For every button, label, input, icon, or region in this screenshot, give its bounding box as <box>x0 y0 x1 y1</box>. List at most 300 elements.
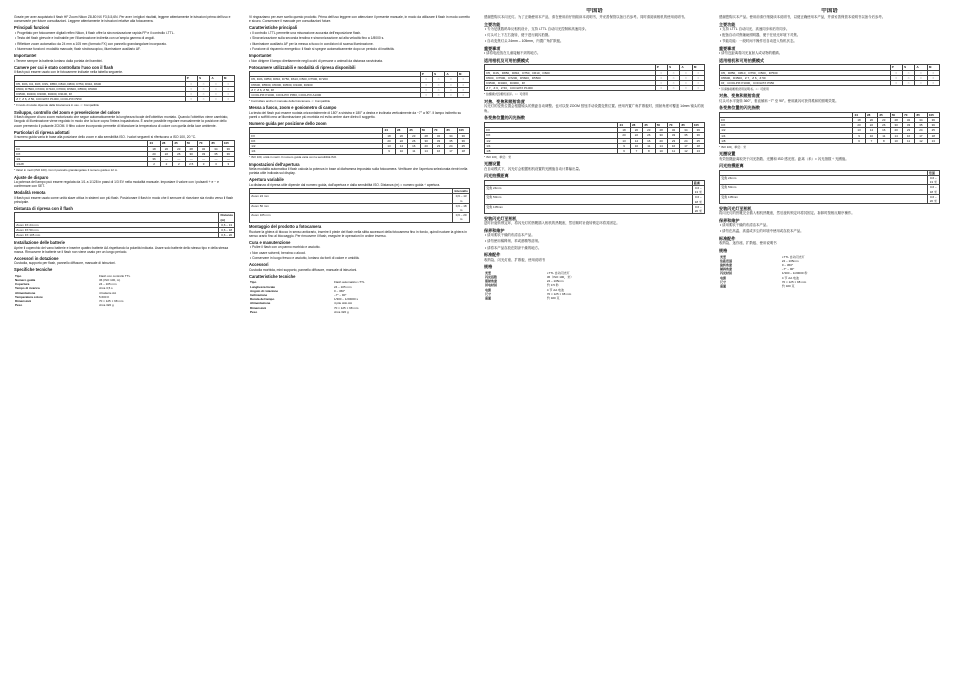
spec-table <box>484 271 705 300</box>
data-table <box>719 170 940 204</box>
table-cell: FX <box>720 118 853 123</box>
table-cell: ○ <box>197 92 209 97</box>
table-cell: — <box>185 156 197 161</box>
paragraph: Il flash dispone di uno zoom motorizzato che segue automaticamente la lunghezza focale dell'obiettivo montato. Quando l'obiettivo viene cambiato, l'angolo di illuminazione viene regolato in modo che la luce copra l'intera inquadratura. È anche possibile regolare manualmente la posizione dello zoom premendo il pulsante ZOOM. Il filtro colore incorporato permette di bilanciare la temperatura di colore con quella della luce ambiente. <box>14 114 229 128</box>
spec-key: 重量 <box>720 283 727 288</box>
table-cell: ○ <box>222 86 234 91</box>
table-cell: ○ <box>655 86 667 91</box>
table-cell: 33 <box>902 123 914 128</box>
section-heading: 重要事项 <box>484 45 501 51</box>
table-cell: ○ <box>902 70 914 75</box>
table-cell: 11 <box>902 138 914 143</box>
table-cell: 17 <box>445 149 457 154</box>
table-cell: 0,6 – 18 <box>219 228 235 233</box>
table-cell: 1/4 <box>720 133 853 138</box>
table-cell: 30 <box>890 123 902 128</box>
section-heading: Ajuste de disparo <box>14 174 49 180</box>
table-cell: 36 <box>457 133 469 138</box>
spec-value: 约 320 克 <box>546 295 560 300</box>
header-spacer <box>14 8 235 15</box>
table-cell: 36 <box>148 156 160 161</box>
data-table <box>249 71 470 98</box>
table-cell: ○ <box>680 80 692 85</box>
table-cell: 26 <box>643 133 655 138</box>
spec-value: 24 – 105 mm <box>98 282 117 287</box>
table-cell: 22 <box>865 123 877 128</box>
table-cell: 6 <box>853 138 865 143</box>
table-header-cell: 范围 <box>927 170 939 175</box>
table-cell: 17 <box>680 143 692 148</box>
table-cell: ○ <box>197 97 209 102</box>
table-cell: 26 <box>408 138 420 143</box>
table-cell: D5600、D3500、Z 7、Z 6、Z 50 <box>720 75 891 80</box>
table-header-cell: 105 <box>457 128 469 133</box>
section-heading: Importante! <box>249 53 272 59</box>
table-cell: ○ <box>655 75 667 80</box>
bullet-item: • 自动变焦灯头 24mm – 105mm，内置广角扩散板。 <box>485 39 564 44</box>
table-cell: D5、D850、D810、D750、D500、D7500 <box>720 70 891 75</box>
spec-key: Tipo <box>250 280 257 285</box>
section-heading: Messa a fuoco, zoom e goniometro di campo <box>249 105 337 111</box>
table-cell: 36 <box>692 133 704 138</box>
table-cell: ○ <box>692 80 704 85</box>
table-cell: D5, D4S, D4, D3X, D3S, D850, D810, D800, D750, D610, D600 <box>15 81 186 86</box>
table-cell: 13 <box>853 128 865 133</box>
section-heading: 规格 <box>484 264 493 270</box>
table-cell: 变焦 105mm <box>485 204 693 213</box>
spec-key: 尺寸 <box>720 279 727 284</box>
spec-value: 36 (ISO 100, m) <box>98 278 121 283</box>
spec-value: 4 batterie AA <box>98 290 117 295</box>
table-cell: ○ <box>210 92 222 97</box>
table-row <box>720 80 940 85</box>
table-cell: 23 <box>902 128 914 133</box>
table-row <box>485 204 705 213</box>
paragraph: 收纳袋、迷你座、扩散板、使用说明书 <box>719 241 777 246</box>
data-table <box>249 188 470 222</box>
table-cell: 36 <box>457 138 469 143</box>
table-cell: 13 <box>692 148 704 153</box>
spec-key: 照射角度 <box>485 279 498 284</box>
table-cell: 变焦 50mm <box>720 185 928 194</box>
table-cell: 20 <box>618 133 630 138</box>
table-cell: 36 <box>692 128 704 133</box>
section-heading: Camere per cui è stato controllato l'uso con il flash <box>14 64 114 70</box>
table-cell: 1/128 <box>15 162 148 167</box>
table-cell: 8 <box>643 148 655 153</box>
table-cell: ○ <box>445 82 457 87</box>
table-header-cell: 50 <box>890 112 902 117</box>
data-table <box>14 140 235 167</box>
bullet-item: • 灯头可上下左右旋转，便于进行跳闪拍摄。 <box>485 33 552 38</box>
table-cell: — <box>222 156 234 161</box>
table-cell: 1/8 <box>485 148 618 153</box>
spec-value: 70 × 125 × 98 mm <box>781 279 807 284</box>
table-cell: 10 <box>865 133 877 138</box>
section-heading: 主要功能 <box>484 21 501 27</box>
spec-value: 0 – 360° <box>781 262 794 267</box>
table-cell: ○ <box>457 92 469 97</box>
table-cell: 30 <box>655 133 667 138</box>
spec-row <box>719 284 940 288</box>
table-cell: ○ <box>185 81 197 86</box>
spec-key: Numero guida <box>15 278 36 283</box>
table-cell: 36 <box>927 123 939 128</box>
table-cell: 0.6 – 18 米 <box>692 195 704 204</box>
section-heading: 保养和维护 <box>484 228 505 234</box>
table-cell: D3500, D3400, D3300, D3200, D3100, Df <box>15 92 186 97</box>
table-cell: ○ <box>210 86 222 91</box>
spec-key: Copertura <box>15 282 30 287</box>
table-cell: 10 <box>655 148 667 153</box>
data-table <box>719 64 940 86</box>
table-cell: 6 <box>618 148 630 153</box>
table-header-cell: 35 <box>643 122 655 127</box>
table-cell: 16 <box>667 143 679 148</box>
bullet-item: • Non usare solventi, benzina o alcool. <box>250 250 306 255</box>
table-cell: Z 7, Z 6, Z 50, COOLPIX P1000, COOLPIX P950 <box>15 97 186 102</box>
table-cell: Zoom FX 50 mm <box>15 228 219 233</box>
section-heading: 闪光拍摄距离 <box>484 173 509 179</box>
table-header-cell: M <box>692 65 704 70</box>
table-cell: Zoom 50 mm <box>250 203 453 212</box>
table-header-cell: A <box>445 72 457 77</box>
table-cell: 14 <box>655 143 667 148</box>
table-cell: ○ <box>692 75 704 80</box>
table-cell: 23 <box>878 118 890 123</box>
spec-value: 24 – 105mm <box>546 279 564 284</box>
section-heading: 适用相机和可用拍摄模式 <box>719 57 765 63</box>
table-row <box>15 97 235 102</box>
table-cell: 14 <box>865 128 877 133</box>
section-heading: Distanza di ripresa con il flash <box>14 205 73 211</box>
table-cell: 34 <box>915 118 927 123</box>
spec-value: 4 节 AA 电池 <box>546 287 564 292</box>
table-row <box>485 148 705 153</box>
section-heading: Modalità remota <box>14 190 46 196</box>
table-cell: 0.6 – 13 米 <box>692 186 704 195</box>
table-cell: D5, D4S, D850, D810, D750, D610, D500, D7500, D7200 <box>250 77 421 82</box>
table-cell: 10 <box>890 138 902 143</box>
table-cell: ○ <box>445 77 457 82</box>
table-header-cell: 105 <box>927 112 939 117</box>
text-column <box>14 8 235 669</box>
table-header-cell: 70 <box>902 112 914 117</box>
table-cell: 25 <box>457 144 469 149</box>
table-cell: 0,6 – 20 m <box>453 213 470 222</box>
table-cell: ○ <box>890 80 902 85</box>
table-cell: ○ <box>915 75 927 80</box>
section-heading: Montaggio del prodotto a fotocamera <box>249 224 322 230</box>
table-cell: DX <box>485 133 618 138</box>
section-heading: 适用相机及可用拍摄模式 <box>484 57 530 63</box>
table-cell: 33 <box>432 138 444 143</box>
table-header-cell <box>15 213 219 222</box>
table-row <box>250 213 470 222</box>
table-header-cell: 70 <box>197 141 209 146</box>
table-cell: ○ <box>457 82 469 87</box>
bullet-item: • Sincronizzazione sulla seconda tendina e sincronizzazione ad alta velocità fino a 1/8000 s. <box>250 36 385 41</box>
table-cell: 14 <box>890 133 902 138</box>
bullet-item: • Illuminatore ausiliario AF per la messa a fuoco in condizioni di scarsa illuminazione. <box>250 41 374 46</box>
section-heading: Specifiche tecniche <box>14 267 53 273</box>
spec-value: 0 – 360° <box>333 288 346 293</box>
bullet-item: • 请勿在高温、高湿或多尘的环境中使用或存放本产品。 <box>720 229 804 234</box>
table-cell: 18 <box>927 133 939 138</box>
spec-value: 约 320 克 <box>781 283 795 288</box>
table-cell: 23 <box>667 138 679 143</box>
table-footnote: * ISO 100，单位：米 <box>484 154 511 159</box>
spec-key: Tipo <box>15 273 22 278</box>
table-footnote: * Il modo di scatto dipende dalla fotocamera in uso. ○: Compatibile <box>14 103 99 108</box>
table-header-cell: 85 <box>915 112 927 117</box>
table-cell: ○ <box>197 86 209 91</box>
table-cell: 32 <box>432 133 444 138</box>
section-heading: 各变焦位置的闪光指数 <box>719 105 760 111</box>
table-row <box>250 92 470 97</box>
paragraph: 感谢您购买本产品。使用前请仔细阅读本说明书，以便正确使用本产品，并请妥善保管本说明书以备今后参考。 <box>719 15 886 19</box>
table-cell: ○ <box>197 81 209 86</box>
table-row <box>250 149 470 154</box>
table-header-cell: Distanza (m) <box>220 213 233 222</box>
table-cell: — <box>197 156 209 161</box>
table-cell: 28 <box>420 133 432 138</box>
table-cell: ○ <box>927 80 939 85</box>
table-cell: 2 <box>173 162 185 167</box>
table-cell: 36 <box>222 151 234 156</box>
table-cell: 16 <box>878 128 890 133</box>
paragraph: La potenza del lampo può essere regolata da 1/1 a 1/128 in passi di 1/3 EV nella modalità manuale. Impostare il valore con i pulsanti + e − e confermare con SET. <box>14 179 219 189</box>
bullet-item: • 配备自动对焦辅助照明器，便于在低光环境下对焦。 <box>720 33 801 38</box>
paragraph: • 请将电池放在儿童接触不到的地方。 <box>484 51 541 56</box>
section-heading: 保养和维护 <box>719 217 740 223</box>
table-cell: ○ <box>680 75 692 80</box>
paragraph: 在自动模式下，闪光灯会根据相机设置的光圈值自动计算输出量。 <box>484 166 583 171</box>
table-cell: 13 <box>383 144 395 149</box>
bullet-item: • Progettato per fotocamere digitali reflex Nikon, il flash offre la sincronizzazione rapida FP e il controllo i-TTL. <box>15 30 175 35</box>
table-cell: ○ <box>667 75 679 80</box>
table-cell: 13 <box>618 138 630 143</box>
bullet-item: • 请将本产品存放在阴凉干燥的地方。 <box>485 245 542 250</box>
spec-key: 重量 <box>485 295 492 300</box>
section-heading: Impostazioni dell'apertura <box>249 161 300 167</box>
paragraph: Il flash può essere usato come unità slave ottica in sistemi con più flash. Posizionare il flash in modo che il sensore di ricezione sia rivolto verso il flash principale. <box>14 195 234 204</box>
data-table <box>14 212 235 238</box>
table-cell: D5、D4S、D850、D810、D750、D610、D600 <box>485 70 656 75</box>
table-cell: DX <box>15 151 148 156</box>
bullet-item: • Testa del flash girevole e inclinabile per l'illuminazione indiretta con un'ampia gamma di angoli. <box>15 36 155 41</box>
table-header-cell: 28 <box>630 122 642 127</box>
table-cell: 2 <box>148 162 160 167</box>
table-header-cell: 距离 <box>692 180 704 185</box>
table-cell: ○ <box>420 92 432 97</box>
paragraph: Ruotare la ghiera di blocco in senso antiorario, inserire il piede del flash nella slitta accessori della fotocamera fino in fondo, quindi ruotare la ghiera in senso orario fino al bloccaggio. Per rimuovere il flash, eseguire le operazioni in ordine inverso. <box>249 229 467 238</box>
table-cell: 1/2 <box>485 138 618 143</box>
spec-table <box>719 255 940 289</box>
paragraph: • Non dirigere il lampo direttamente negli occhi di persone o animali da distanza ravvicinata. <box>249 58 383 63</box>
table-header-cell: A <box>210 76 222 81</box>
table-cell: 1/4 <box>250 149 383 154</box>
table-header-cell: 28 <box>160 141 172 146</box>
table-cell: 1/2 <box>720 128 853 133</box>
table-cell: Df、COOLPIX P1000、COOLPIX P950 <box>720 80 891 85</box>
bullet-item: • Conservare in luogo fresco e asciutto, lontano da fonti di calore e umidità. <box>250 256 360 261</box>
table-cell: ○ <box>420 87 432 92</box>
table-cell: 0.6 – 18 米 <box>927 185 939 194</box>
table-footnote: * 另请参阅相机使用说明书。○：可使用 <box>719 86 769 91</box>
table-cell: ○ <box>667 70 679 75</box>
table-cell: 18 <box>383 133 395 138</box>
table-cell: ○ <box>915 70 927 75</box>
table-header-cell: 70 <box>667 122 679 127</box>
data-table <box>249 127 470 154</box>
section-heading: 规格 <box>719 248 728 254</box>
spec-key: 倾斜角度 <box>720 267 733 272</box>
spec-key: Peso <box>250 309 258 314</box>
table-cell: 34 <box>445 133 457 138</box>
section-heading: Caratteristiche tecniche <box>249 273 296 279</box>
table-cell: ○ <box>890 70 902 75</box>
table-header-cell: 85 <box>680 122 692 127</box>
table-cell: ○ <box>445 87 457 92</box>
table-cell: ○ <box>692 86 704 91</box>
table-row <box>720 194 940 203</box>
table-header-cell: 24 <box>383 128 395 133</box>
table-footnote: * ISO 100, unità in metri. Il numero guida varia con la sensibilità ISO. <box>249 155 337 160</box>
table-cell: 2 <box>160 162 172 167</box>
spec-value: 4 节 AA 电池 <box>781 275 799 280</box>
table-cell: 16 <box>432 149 444 154</box>
table-cell: ○ <box>667 80 679 85</box>
table-cell: 18 <box>148 146 160 151</box>
table-cell: ○ <box>902 80 914 85</box>
table-cell: 7 <box>630 148 642 153</box>
paragraph: La distanza di ripresa utile dipende dal numero guida, dall'apertura e dalla sensibilità ISO. Distanza (m) = numero guida ÷ apertura. <box>249 182 441 187</box>
table-cell: 3 <box>197 162 209 167</box>
section-heading: Sviluppo, controllo del zoom e preselezione del colore <box>14 109 120 115</box>
table-cell: 11 <box>408 149 420 154</box>
table-cell: 20 <box>395 133 407 138</box>
paragraph: • 请勿近距离将闪光直射人或动物的眼睛。 <box>719 51 783 56</box>
table-cell: 26 <box>173 151 185 156</box>
section-heading: Fotocamere utilizzabili e modalità di ripresa disponibili <box>249 64 356 70</box>
table-cell: 33 <box>197 151 209 156</box>
table-header-cell: 85 <box>210 141 222 146</box>
spec-key: Dimensioni <box>250 305 267 310</box>
spec-value: −7° – 90° <box>333 292 347 297</box>
bullet-item: • 节能功能：一段时间不操作后自动进入待机状态。 <box>720 39 797 44</box>
table-cell: 1/4 <box>485 143 618 148</box>
spec-value: Flash automatico i-TTL <box>333 280 365 285</box>
table-cell: 16 <box>643 138 655 143</box>
table-header-cell: M <box>927 65 939 70</box>
table-cell: ○ <box>420 77 432 82</box>
table-header-cell: 50 <box>420 128 432 133</box>
table-cell: 14 <box>630 138 642 143</box>
data-table <box>719 112 940 144</box>
table-cell: ○ <box>185 97 197 102</box>
table-cell: 30 <box>420 138 432 143</box>
table-cell: 11 <box>643 143 655 148</box>
spec-key: Dimensioni <box>15 299 32 304</box>
table-header-cell: 28 <box>395 128 407 133</box>
table-cell: DX <box>720 123 853 128</box>
paragraph: 逆时针旋转锁定环，将闪光灯的热靴插入相机的热靴座，然后顺时针旋转锁定环将其固定。 <box>484 221 620 226</box>
table-cell: ○ <box>655 70 667 75</box>
paragraph: Aprire il coperchio del vano batterie e inserire quattro batterie AA rispettando la polarità indicata. Usare solo batterie dello stesso tipo e della stessa marca. Rimuovere le batterie se il flash non viene usato per un lungo periodo. <box>14 245 229 254</box>
table-cell: 35 <box>445 138 457 143</box>
table-cell: 36 <box>222 146 234 151</box>
table-row <box>15 233 235 238</box>
section-heading: Importante! <box>14 53 37 59</box>
table-cell: Zoom 105 mm <box>250 213 453 222</box>
table-cell: ○ <box>445 92 457 97</box>
bullet-item: • Numerose funzioni: modalità manuale, flash stroboscopico, illuminatore ausiliario AF. <box>15 47 141 52</box>
section-heading: Particolari di ripresa adottati <box>14 129 70 135</box>
table-cell: D500、D7500、D7200、D5600、D5500 <box>485 75 656 80</box>
spec-row <box>484 296 705 300</box>
spec-value: 约 3.5 秒 <box>546 283 559 288</box>
table-cell: 20 <box>853 123 865 128</box>
table-header-cell: M <box>457 72 469 77</box>
table-cell: ○ <box>927 70 939 75</box>
section-heading: Cura e manutenzione <box>249 240 291 246</box>
table-cell: 18 <box>853 118 865 123</box>
spec-value: 4 pile stilo AA <box>333 301 352 306</box>
table-cell: — <box>173 156 185 161</box>
table-cell: 20 <box>420 144 432 149</box>
table-cell: 0.6 – 13 米 <box>927 175 939 184</box>
table-cell: 28 <box>890 118 902 123</box>
table-cell: 18 <box>457 149 469 154</box>
table-row <box>485 195 705 204</box>
bullet-item: • Riflettore zoom automatico da 24 mm a 105 mm (formato FX) con pannello grandangolare incorporato. <box>15 41 167 46</box>
section-heading: 重要事项 <box>719 45 736 51</box>
table-header-cell: P <box>420 72 432 77</box>
table-row <box>485 186 705 195</box>
table-cell: ○ <box>457 87 469 92</box>
paragraph: La testa del flash può essere ruotata orizzontalmente di 180° a sinistra e 180° a destra e inclinata verticalmente da −7° a 90°. Il lampo indiretto su pareti o soffitti crea un'illuminazione più morbida ed evita ombre dure dietro il soggetto. <box>249 110 462 119</box>
table-header-cell: M <box>222 76 234 81</box>
table-cell: 7 <box>865 138 877 143</box>
table-cell: 17 <box>915 133 927 138</box>
table-cell: 30 <box>185 151 197 156</box>
paragraph: Custodia, supporto per flash, pannello diffusore, manuale di istruzioni. <box>14 261 116 266</box>
table-cell: COOLPIX P1000, COOLPIX P950, COOLPIX A1000 <box>250 92 421 97</box>
table-header-cell: 105 <box>692 122 704 127</box>
spec-table <box>14 274 235 308</box>
table-cell: ○ <box>185 92 197 97</box>
table-footnote: * Valori in metri (ISO 100). Con il pannello grandangolare il numero guida è 12 m. <box>14 167 118 172</box>
spec-value: 24 – 105mm <box>781 258 799 263</box>
table-cell: 3 <box>222 162 234 167</box>
section-heading: 主要功能 <box>719 21 736 27</box>
table-cell: ○ <box>457 77 469 82</box>
spec-value: circa 320 g <box>333 309 349 314</box>
table-row <box>250 194 470 203</box>
table-cell: 14 <box>420 149 432 154</box>
section-heading: 标准配件 <box>484 252 501 258</box>
data-table <box>484 122 705 154</box>
table-cell: 11 <box>878 133 890 138</box>
bullet-item: • 请用柔软干燥的布清洁本产品。 <box>485 233 535 238</box>
table-cell: 24 <box>680 138 692 143</box>
table-header-cell: Intervallo <box>454 189 468 194</box>
table-cell: 12 <box>680 148 692 153</box>
table-cell: 22 <box>630 133 642 138</box>
spec-key: 尺寸 <box>485 291 492 296</box>
spec-value: circa 320 g <box>98 303 114 308</box>
